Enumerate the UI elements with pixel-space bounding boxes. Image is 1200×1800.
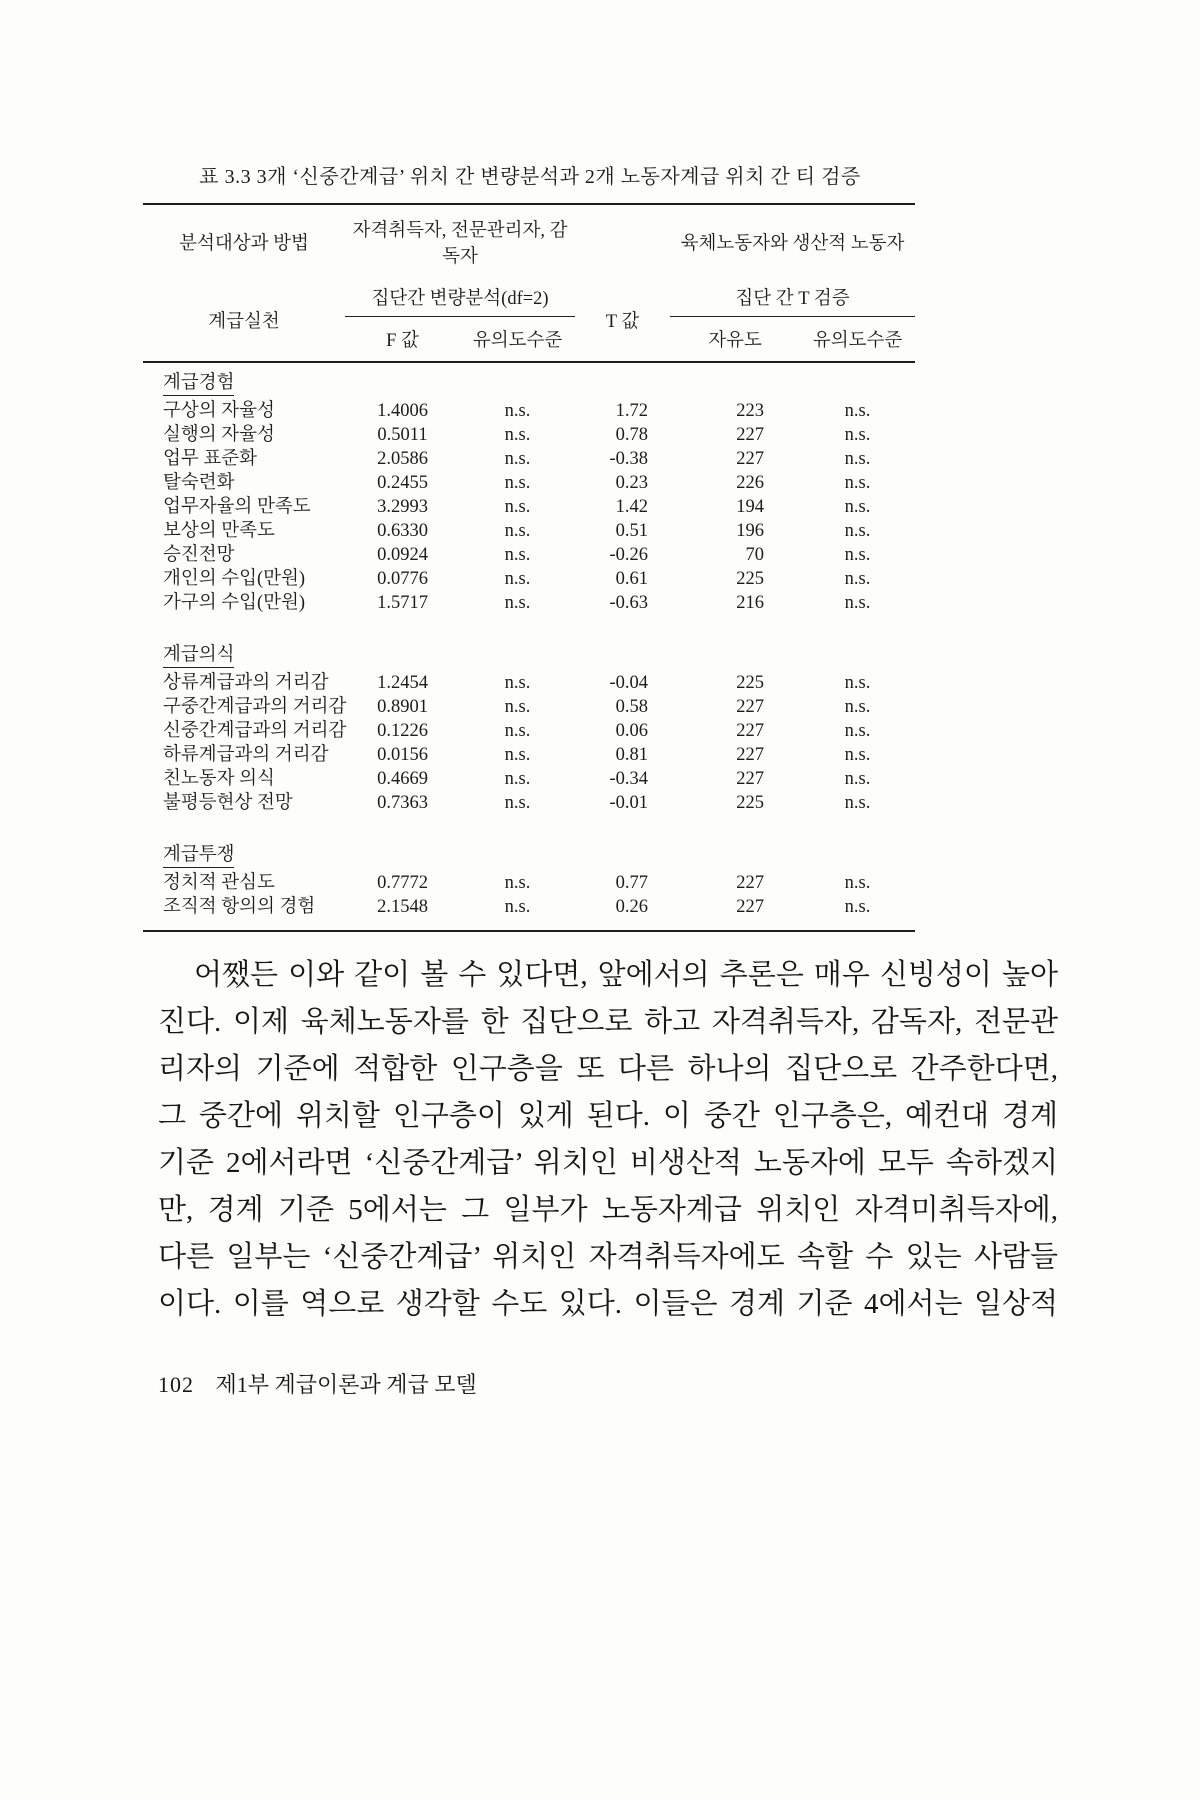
cell-f: 0.0156 [377, 745, 428, 765]
cell-f: 2.0586 [377, 449, 428, 469]
cell-t: 0.23 [615, 473, 649, 493]
cell-f: 0.7363 [377, 793, 428, 813]
cell-sig2: n.s. [844, 873, 871, 893]
cell-df: 227 [736, 449, 765, 469]
cell-df: 216 [736, 593, 765, 613]
cell-f: 0.0924 [377, 545, 428, 565]
cell-sig: n.s. [504, 497, 531, 517]
cell-df: 227 [736, 745, 765, 765]
table-row [143, 791, 915, 815]
cell-sig2: n.s. [844, 745, 871, 765]
header-sig-level-1: 유의도수준 [472, 330, 563, 351]
cell-df: 227 [736, 769, 765, 789]
table-row [143, 495, 915, 519]
cell-sig: n.s. [504, 897, 531, 917]
header-ttest-group: 육체노동자와 생산적 노동자 [680, 233, 905, 254]
cell-f: 1.4006 [377, 401, 428, 421]
cell-sig: n.s. [504, 473, 531, 493]
cell-f: 1.5717 [377, 593, 428, 613]
cell-name: 조직적 항의의 경험 [163, 897, 316, 917]
paragraph-line: 리자의 기준에 적합한 인구층을 또 다른 하나의 집단으로 간주한다면, [158, 1053, 1058, 1085]
table-row [143, 519, 915, 543]
cell-sig: n.s. [504, 697, 531, 717]
table-row [143, 567, 915, 591]
anova-ttest-table [143, 203, 915, 932]
header-f-value: F 값 [386, 330, 419, 351]
paragraph-line: 진다. 이제 육체노동자를 한 집단으로 하고 자격취득자, 감독자, 전문관 [158, 1006, 1058, 1038]
paragraph-line: 이다. 이를 역으로 생각할 수도 있다. 이들은 경계 기준 4에서는 일상적 [158, 1288, 1058, 1320]
cell-sig2: n.s. [844, 401, 871, 421]
cell-sig2: n.s. [844, 897, 871, 917]
header-sig-level-2: 유의도수준 [812, 330, 903, 351]
cell-name: 탈숙련화 [163, 473, 235, 493]
cell-name: 구상의 자율성 [163, 401, 275, 421]
cell-name: 개인의 수입(만원) [163, 569, 306, 589]
table-body [143, 362, 915, 931]
cell-name: 업무자율의 만족도 [163, 497, 311, 517]
cell-f: 0.7772 [377, 873, 428, 893]
cell-df: 223 [736, 401, 765, 421]
cell-df: 227 [736, 721, 765, 741]
table-caption: 표 3.3 3개 ‘신중간계급’ 위치 간 변량분석과 2개 노동자계급 위치 간 티 검증 [199, 166, 861, 188]
cell-sig: n.s. [504, 593, 531, 613]
cell-t: -0.01 [609, 793, 649, 813]
cell-t: 0.61 [615, 569, 649, 589]
table-row [143, 471, 915, 495]
table-row [143, 543, 915, 567]
cell-sig2: n.s. [844, 593, 871, 613]
cell-sig: n.s. [504, 745, 531, 765]
cell-df: 196 [736, 521, 765, 541]
cell-sig: n.s. [504, 769, 531, 789]
paragraph-line: 기준 2에서라면 ‘신중간계급’ 위치인 비생산적 노동자에 모두 속하겠지 [158, 1147, 1058, 1179]
header-class-practice: 계급실천 [208, 311, 280, 332]
cell-name: 업무 표준화 [163, 449, 257, 469]
table-row [143, 695, 915, 719]
cell-t: -0.63 [609, 593, 649, 613]
paragraph-line: 그 중간에 위치할 인구층이 있게 된다. 이 중간 인구층은, 예컨대 경계 [158, 1100, 1058, 1132]
table-row [143, 767, 915, 791]
header-anova-label: 집단간 변량분석(df=2) [345, 278, 575, 316]
cell-name: 구중간계급과의 거리감 [163, 697, 347, 717]
cell-t: -0.26 [609, 545, 649, 565]
header-method: 분석대상과 방법 [179, 233, 309, 254]
paragraph-line: 만, 경계 기준 5에서는 그 일부가 노동자계급 위치인 자격미취득자에, [158, 1194, 1058, 1226]
cell-sig2: n.s. [844, 673, 871, 693]
cell-df: 225 [736, 569, 765, 589]
cell-t: 1.42 [615, 497, 649, 517]
cell-name: 불평등현상 전망 [163, 793, 293, 813]
cell-t: 0.77 [615, 873, 649, 893]
section-header-row [143, 362, 915, 399]
cell-name: 실행의 자율성 [163, 425, 275, 445]
cell-df: 70 [745, 545, 765, 565]
table-row [143, 743, 915, 767]
cell-sig2: n.s. [844, 425, 871, 445]
cell-name: 신중간계급과의 거리감 [163, 721, 347, 741]
cell-sig: n.s. [504, 425, 531, 445]
page-number: 102 [158, 1372, 194, 1397]
header-df: 자유도 [708, 330, 762, 351]
cell-sig: n.s. [504, 449, 531, 469]
table-row [143, 895, 915, 919]
cell-t: 0.26 [615, 897, 649, 917]
cell-t: -0.04 [609, 673, 649, 693]
cell-sig2: n.s. [844, 497, 871, 517]
cell-name: 상류계급과의 거리감 [163, 673, 329, 693]
cell-df: 194 [736, 497, 765, 517]
cell-t: 0.06 [615, 721, 649, 741]
paragraph-line: 어쨌든 이와 같이 볼 수 있다면, 앞에서의 추론은 매우 신빙성이 높아 [194, 959, 1058, 991]
cell-t: 0.58 [615, 697, 649, 717]
cell-df: 227 [736, 873, 765, 893]
cell-t: 0.78 [615, 425, 649, 445]
cell-df: 226 [736, 473, 765, 493]
cell-sig: n.s. [504, 793, 531, 813]
cell-f: 0.5011 [377, 425, 428, 445]
cell-sig2: n.s. [844, 473, 871, 493]
cell-name: 보상의 만족도 [163, 521, 275, 541]
cell-f: 2.1548 [377, 897, 428, 917]
table-row [143, 591, 915, 615]
section-cell [143, 362, 915, 399]
page-footer [158, 1368, 477, 1399]
table-row [143, 399, 915, 423]
header-t-value: T 값 [605, 311, 640, 332]
table-row [143, 447, 915, 471]
section-header-row [143, 615, 915, 671]
cell-name: 하류계급과의 거리감 [163, 745, 329, 765]
cell-t: -0.38 [609, 449, 649, 469]
table-header [143, 204, 915, 362]
cell-name: 가구의 수입(만원) [163, 593, 306, 613]
cell-t: -0.34 [609, 769, 649, 789]
section-cell [143, 815, 915, 871]
cell-f: 0.8901 [377, 697, 428, 717]
cell-name: 승진전망 [163, 545, 235, 565]
footer-section-title: 제1부 계급이론과 계급 모델 [215, 1372, 477, 1397]
header-spacer [575, 204, 670, 278]
cell-f: 0.0776 [377, 569, 428, 589]
cell-sig: n.s. [504, 545, 531, 565]
cell-sig2: n.s. [844, 769, 871, 789]
header-anova-group: 자격취득자, 전문관리자, 감독자 [352, 220, 568, 267]
cell-sig2: n.s. [844, 793, 871, 813]
cell-sig2: n.s. [844, 721, 871, 741]
cell-name: 친노동자 의식 [163, 769, 275, 789]
paragraph-line: 다른 일부는 ‘신중간계급’ 위치인 자격취득자에도 속할 수 있는 사람들 [158, 1241, 1058, 1273]
header-ttest-label: 집단 간 T 검증 [670, 278, 915, 316]
cell-sig2: n.s. [844, 449, 871, 469]
cell-t: 1.72 [615, 401, 649, 421]
cell-sig: n.s. [504, 673, 531, 693]
cell-df: 227 [736, 697, 765, 717]
section-title: 계급투쟁 [163, 845, 234, 868]
table-bottom-spacer [143, 919, 915, 931]
section-header-row [143, 815, 915, 871]
body-paragraph [158, 952, 1058, 1328]
section-title: 계급경험 [163, 373, 234, 396]
cell-f: 3.2993 [377, 497, 428, 517]
cell-df: 225 [736, 793, 765, 813]
cell-sig2: n.s. [844, 545, 871, 565]
cell-f: 0.2455 [377, 473, 428, 493]
table-row [143, 671, 915, 695]
cell-sig: n.s. [504, 521, 531, 541]
cell-sig: n.s. [504, 569, 531, 589]
cell-df: 227 [736, 425, 765, 445]
cell-sig: n.s. [504, 873, 531, 893]
cell-df: 227 [736, 897, 765, 917]
cell-f: 1.2454 [377, 673, 428, 693]
cell-sig: n.s. [504, 401, 531, 421]
cell-name: 정치적 관심도 [163, 873, 275, 893]
cell-sig2: n.s. [844, 569, 871, 589]
cell-sig: n.s. [504, 721, 531, 741]
table-row [143, 871, 915, 895]
cell-t: 0.51 [615, 521, 649, 541]
cell-f: 0.6330 [377, 521, 428, 541]
cell-df: 225 [736, 673, 765, 693]
table-row [143, 423, 915, 447]
cell-f: 0.4669 [377, 769, 428, 789]
section-title: 계급의식 [163, 645, 234, 668]
cell-sig2: n.s. [844, 697, 871, 717]
table-row [143, 719, 915, 743]
cell-sig2: n.s. [844, 521, 871, 541]
cell-f: 0.1226 [377, 721, 428, 741]
section-cell [143, 615, 915, 671]
cell-t: 0.81 [615, 745, 649, 765]
